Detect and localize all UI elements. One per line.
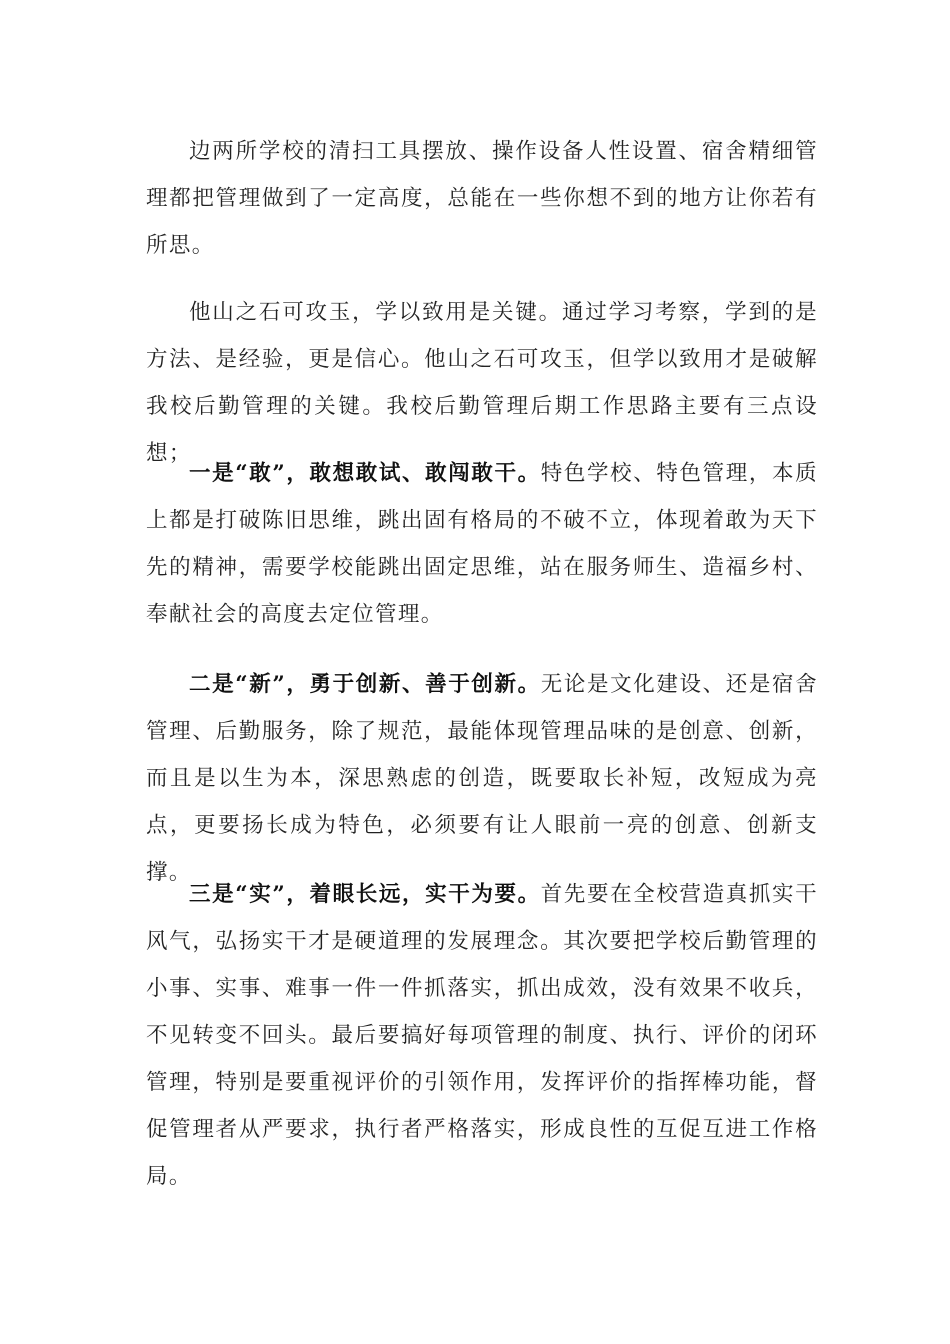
paragraph-text: 他山之石可攻玉，学以致用是关键。通过学习考察，学到的是方法、是经验，更是信心。他山之石可攻玉，但学以致用才是破解我校后勤管理的关键。我校后勤管理后期工作思路主要有三点设想；: [146, 300, 818, 466]
paragraph-lead-heading: 一是“敢”，敢想敢试、敢闯敢干。: [189, 461, 541, 486]
paragraph-point-three-practical: [146, 871, 818, 1200]
paragraph-lead-heading: 三是“实”，着眼长远，实干为要。: [189, 882, 541, 907]
paragraph-text: 无论是文化建设、还是宿舍管理、后勤服务，除了规范，最能体现管理品味的是创意、创新，而且是以生为本，深思熟虑的创造，既要取长补短，改短成为亮点，更要扬长成为特色，必须要有让人眼前一亮的创意、创新支撑。: [146, 672, 818, 885]
paragraph-point-one-dare: [146, 450, 818, 638]
paragraph-lead-heading: 二是“新”，勇于创新、善于创新。: [189, 672, 541, 697]
paragraph-apply-learning: [146, 289, 818, 477]
paragraph-text: 边两所学校的清扫工具摆放、操作设备人性设置、宿舍精细管理都把管理做到了一定高度，总能在一些你想不到的地方让你若有所思。: [146, 139, 818, 258]
paragraph-inspection-observation: [146, 128, 818, 269]
paragraph-point-two-innovate: [146, 661, 818, 896]
paragraph-text: 首先要在全校营造真抓实干风气，弘扬实干才是硬道理的发展理念。其次要把学校后勤管理的小事、实事、难事一件一件抓落实，抓出成效，没有效果不收兵，不见转变不回头。最后要搞好每项管理的制度、执行、评价的闭环管理，特别是要重视评价的引领作用，发挥评价的指挥棒功能，督促管理者从严要求，执行者严格落实，形成良性的互促互进工作格局。: [146, 882, 818, 1189]
paragraph-text: 特色学校、特色管理，本质上都是打破陈旧思维，跳出固有格局的不破不立，体现着敢为天下先的精神，需要学校能跳出固定思维，站在服务师生、造福乡村、奉献社会的高度去定位管理。: [146, 461, 818, 627]
